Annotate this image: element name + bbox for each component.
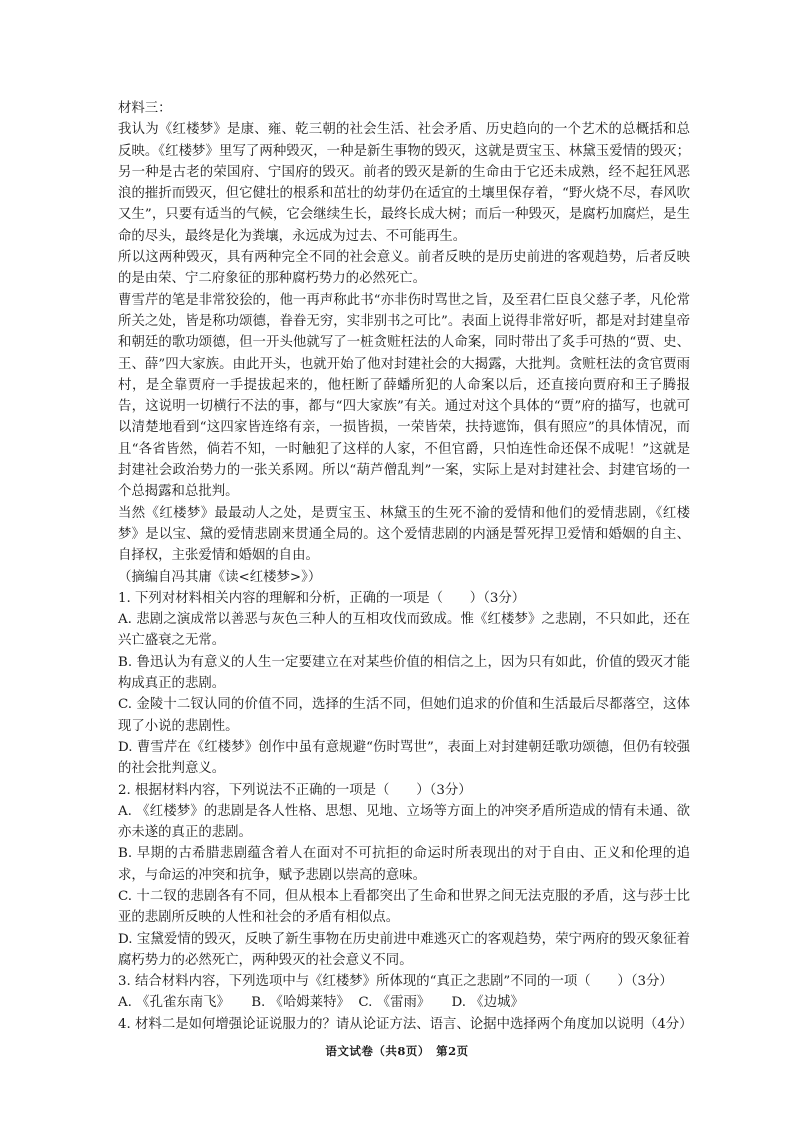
q1-option-c: C. 金陵十二钗认同的价值不同，选择的生活不同，但她们追求的价值和生活最后尽都落空，这体现了小说的悲剧性。: [118, 697, 690, 734]
question-3: 3. 结合材料内容，下列选项中与《红楼梦》所体现的“真正之悲剧”不同的一项（ ）（3分）: [118, 974, 673, 990]
exam-page: [118, 98, 693, 1035]
q1-option-d: D. 曹雪芹在《红楼梦》创作中虽有意规避“伤时骂世”，表面上对封建朝廷歌功颂德，但仍有较强的社会批判意义。: [118, 739, 690, 777]
question-4: 4. 材料二是如何增强论证说服力的？请从论证方法、语言、论据中选择两个角度加以说明（4分）: [118, 1016, 693, 1032]
q2-option-c: C. 十二钗的悲剧各有不同，但从根本上看都突出了生命和世界之间无法克服的矛盾，这与莎士比亚的悲剧所反映的人性和社会的矛盾有相似点。: [118, 888, 690, 926]
question-1: 1. 下列对材料相关内容的理解和分析，正确的一项是（ ）（3分）: [118, 590, 526, 606]
q3-options: A. 《孔雀东南飞》 B. 《哈姆莱特》 C. 《雷雨》 D. 《边城》: [118, 995, 524, 1011]
q2-option-b: B. 早期的古希腊悲剧蕴含着人在面对不可抗拒的命运时所表现出的对于自由、正义和伦理的追求，与命运的冲突和抗争，赋予悲剧以崇高的意味。: [118, 846, 690, 883]
q2-option-a: A. 《红楼梦》的悲剧是各人性格、思想、见地、立场等方面上的冲突矛盾所造成的情有未通、欲亦未遂的真正的悲剧。: [118, 803, 690, 841]
q1-option-a: A. 悲剧之演成常以善恶与灰色三种人的互相攻伐而致成。惟《红楼梦》之悲剧，不只如此，还在兴亡盛衰之无常。: [118, 612, 690, 649]
page-footer: 语文试卷（共8页） 第2页: [325, 1044, 469, 1058]
question-2: 2. 根据材料内容，下列说法不正确的一项是（ ）（3分）: [118, 782, 472, 798]
source-note: （摘编自冯其庸《读<红楼梦>》）: [118, 569, 322, 585]
q2-option-d: D. 宝黛爱情的毁灭，反映了新生事物在历史前进中难逃灭亡的客观趋势，荣宁两府的毁灭象征着腐朽势力的必然死亡，两种毁灭的社会意义不同。: [118, 931, 690, 968]
q1-option-b: B. 鲁迅认为有意义的人生一定要建立在对某些价值的相信之上，因为只有如此，价值的毁灭才能构成真正的悲剧。: [118, 654, 690, 692]
paragraph-3: 曹雪芹的笔是非常狡狯的，他一再声称此书“亦非伤时骂世之旨，及至君仁臣良父慈子孝，凡伦常所关之处，皆是称功颂德，眷眷无穷，实非别书之可比”。表面上说得非常好听，都是对封建皇帝和朝廷的歌功颂德，但一开头他就写了一桩贪赃枉法的人命案，同时带出了炙手可热的“贾、史、王、薛”四大家族。由此开头，也就开始了他对封建社会的大揭露，大批判。贪赃枉法的贪官贾雨村，是全靠贾府一手提拔起来的，他枉断了薛蟠所犯的人命案以后，还直接向贾府和王子腾报告，这说明一切横行不法的事，都与“四大家族”有关。通过对这个具体的“贾”府的描写，也就可以清楚地看到“这四家皆连络有亲，一损皆损，一荣皆荣，扶持遮饰，俱有照应”的具体情况，而且“各省皆然，倘若不知，一时触犯了这样的人家，不但官爵，只怕连性命还保不成呢！”这就是封建社会政治势力的一张关系网。所以“葫芦僧乱判”一案，实际上是对封建社会、封建官场的一个总揭露和总批判。: [118, 292, 690, 500]
material-heading: 材料三：: [118, 101, 172, 116]
paragraph-2: 所以这两种毁灭，具有两种完全不同的社会意义。前者反映的是历史前进的客观趋势，后者反映的是由荣、宁二府象征的那种腐朽势力的必然死亡。: [118, 250, 690, 287]
paragraph-1: 我认为《红楼梦》是康、雍、乾三朝的社会生活、社会矛盾、历史趋向的一个艺术的总概括和总反映。《红楼梦》里写了两种毁灭，一种是新生事物的毁灭，这就是贾宝玉、林黛玉爱情的毁灭；另一种是古老的荣国府、宁国府的毁灭。前者的毁灭是新的生命由于它还未成熟，经不起狂风恶浪的摧折而毁灭，但它健壮的根系和茁壮的幼芽仍在适宜的土壤里保存着，“野火烧不尽，春风吹又生”，只要有适当的气候，它会继续生长，最终长成大树；而后一种毁灭，是腐朽加腐烂，是生命的尽头，最终是化为粪壤，永远成为过去、不可能再生。: [118, 122, 690, 244]
paragraph-4: 当然《红楼梦》最最动人之处，是贾宝玉、林黛玉的生死不渝的爱情和他们的爱情悲剧，《红楼梦》是以宝、黛的爱情悲剧来贯通全局的。这个爱情悲剧的内涵是誓死捍卫爱情和婚姻的自主、自择权，主张爱情和婚姻的自由。: [118, 505, 690, 564]
